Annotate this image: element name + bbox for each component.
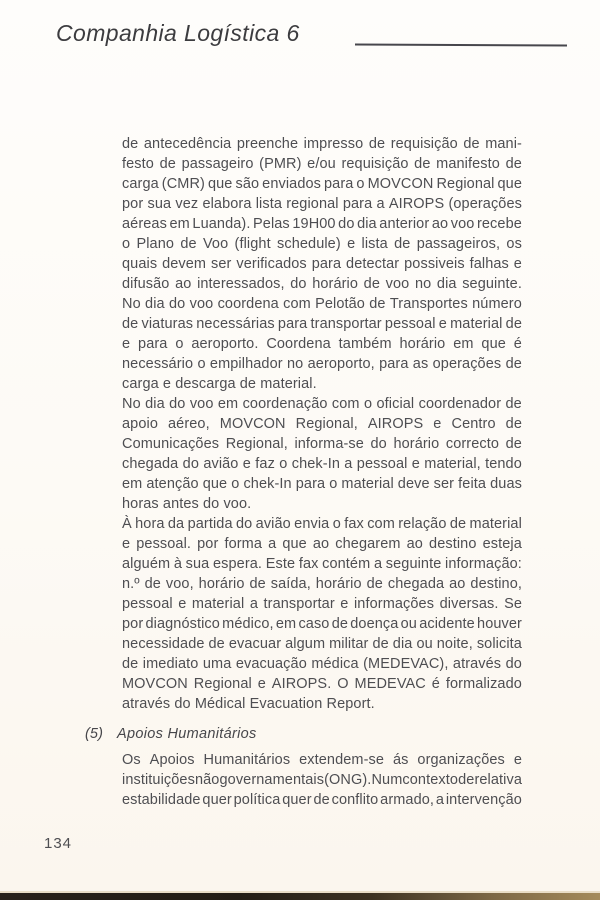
section-title: Apoios Humanitários xyxy=(117,726,257,742)
section-heading xyxy=(85,724,522,744)
text-line: quais devem ser verificados para detectar possiveis falhas e xyxy=(122,256,522,272)
paragraph xyxy=(122,134,522,294)
text-line: por diagnóstico médico, em caso de doença ou acidente houver xyxy=(122,616,522,632)
text-line: No dia do voo coordena com Pelotão de Transportes número xyxy=(122,296,522,312)
text-line: carga e descarga de material. xyxy=(122,376,317,392)
text-line: apoio aéreo, MOVCON Regional, AIROPS e Centro de xyxy=(122,416,522,432)
text-line: e pessoal. por forma a que ao chegarem ao destino esteja xyxy=(122,536,522,552)
text-line: necessário o empilhador no aeroporto, para as operações de xyxy=(122,356,522,372)
text-line: festo de passageiro (PMR) e/ou requisição de manifesto de xyxy=(122,156,522,172)
paragraph xyxy=(122,750,522,810)
paragraph xyxy=(122,294,522,394)
text-line: alguém à sua espera. Este fax contém a seguinte informação: xyxy=(122,556,522,572)
text-line: de antecedência preenche impresso de requisição de mani- xyxy=(122,136,522,152)
text-line: instituições não governamentais (ONG). Num contexto de relativa xyxy=(122,772,522,788)
section-number: (5) xyxy=(85,726,104,742)
text-line: Comunicações Regional, informa-se do horário correcto de xyxy=(122,436,522,452)
text-line: necessidade de evacuar algum militar de dia ou noite, solicita xyxy=(122,636,522,652)
document-title: Companhia Logística 6 xyxy=(56,20,300,46)
text-line: chegada do avião e faz o chek-In a pessoal e material, tendo xyxy=(122,456,522,472)
header-rule xyxy=(355,44,567,47)
text-line: Os Apoios Humanitários extendem-se ás organizações e xyxy=(122,752,522,768)
text-line: horas antes do voo. xyxy=(122,496,252,512)
text-line: através do Médical Evacuation Report. xyxy=(122,696,375,712)
text-line: pessoal e material a transportar e informações diversas. Se xyxy=(122,596,522,612)
text-line: o Plano de Voo (flight schedule) e lista de passageiros, os xyxy=(122,236,522,252)
paragraph xyxy=(122,514,522,714)
page-number: 134 xyxy=(44,835,73,852)
text-line: estabilidade quer política quer de conflito armado, a intervenção xyxy=(122,792,522,808)
text-line: aéreas em Luanda). Pelas 19H00 do dia anterior ao voo recebe xyxy=(122,216,522,232)
text-line: difusão ao interessados, do horário de voo no dia seguinte. xyxy=(122,276,522,292)
body-text-column xyxy=(85,134,522,810)
paragraph xyxy=(122,394,522,514)
text-line: em atenção que o chek-In para o material deve ser feita duas xyxy=(122,476,522,492)
text-line: carga (CMR) que são enviados para o MOVCON Regional que xyxy=(122,176,522,192)
text-line: n.º de voo, horário de saída, horário de chegada ao destino, xyxy=(122,576,522,592)
text-line: MOVCON Regional e AIROPS. O MEDEVAC é formalizado xyxy=(122,676,522,692)
text-line: e para o aeroporto. Coordena também horário em que é xyxy=(122,336,522,352)
text-line: por sua vez elabora lista regional para a AIROPS (operações xyxy=(122,196,522,212)
scan-bottom-edge xyxy=(0,891,600,900)
text-line: À hora da partida do avião envia o fax com relação de material xyxy=(122,516,522,532)
text-line: de viaturas necessárias para transportar pessoal e material de xyxy=(122,316,522,332)
text-line: de imediato uma evacuação médica (MEDEVAC), através do xyxy=(122,656,522,672)
text-line: No dia do voo em coordenação com o oficial coordenador de xyxy=(122,396,522,412)
